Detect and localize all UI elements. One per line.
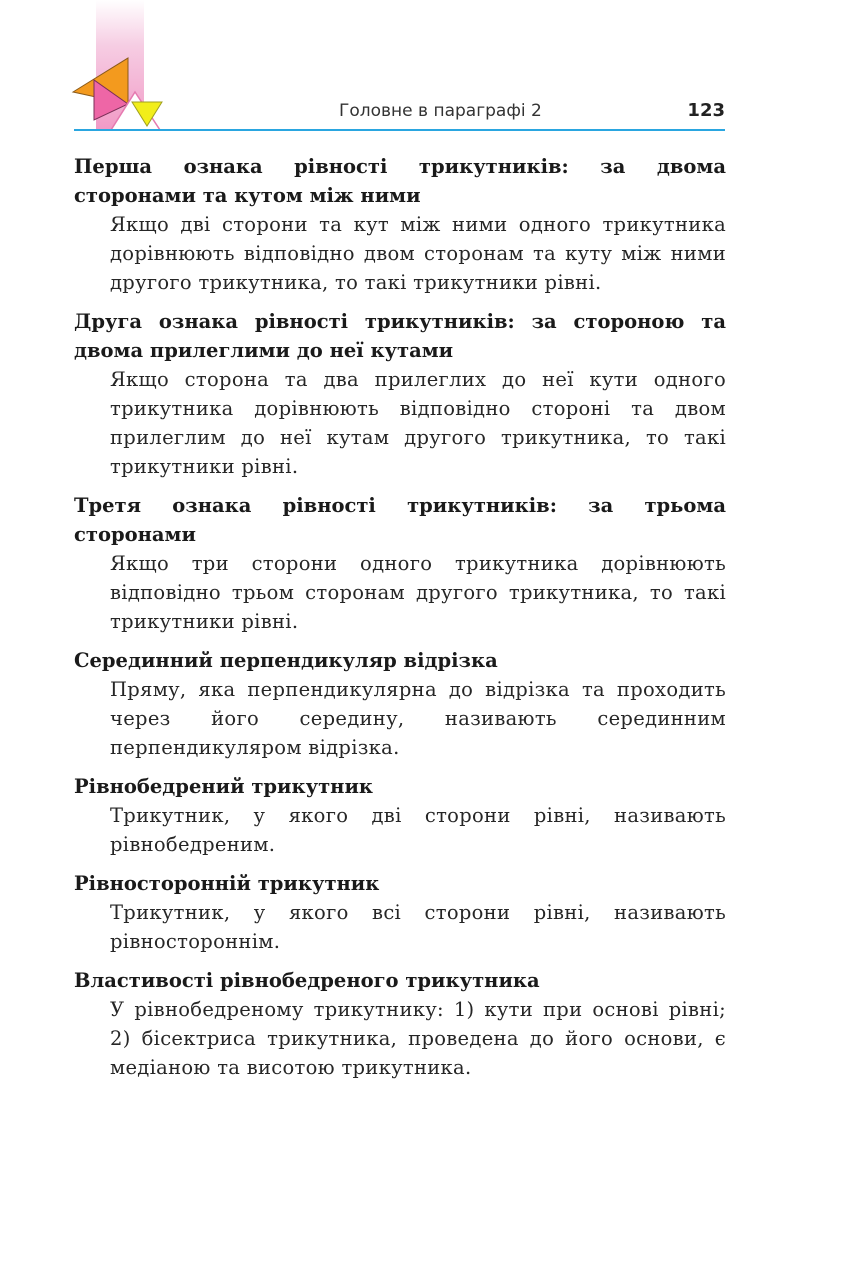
section-heading: Серединний перпендикуляр відрізка xyxy=(74,649,498,672)
section-heading: Рівнобедрений трикутник xyxy=(74,775,373,798)
section-equilateral-triangle xyxy=(74,869,726,956)
section-heading: Властивості рівнобедреного трикутника xyxy=(74,969,540,992)
section-isosceles-properties xyxy=(74,966,726,1082)
section-body: Якщо дві сторони та кут між ними одного трикутника дорівнюють відповідно двом сторонам та куту між ними другого трикутника, то такі трикутники рівні. xyxy=(110,213,726,294)
section-body: Якщо три сторони одного трикутника дорівнюють відповідно трьом сторонам другого трикутника, то такі трикутники рівні. xyxy=(110,552,726,633)
section-heading: Третя ознака рівності трикутників: за трьома сторонами xyxy=(74,494,726,546)
section-isosceles-triangle xyxy=(74,772,726,859)
section-second-congruence-criterion xyxy=(74,307,726,481)
section-body: Трикутник, у якого всі сторони рівні, називають рівностороннім. xyxy=(110,901,726,953)
triangles-logo-icon xyxy=(70,54,170,136)
section-body: Якщо сторона та два прилеглих до неї кути одного трикутника дорівнюють відповідно стороні та двом прилеглим до неї кутам другого трикутника, то такі трикутники рівні. xyxy=(110,368,726,478)
section-heading: Перша ознака рівності трикутників: за двома сторонами та кутом між ними xyxy=(74,155,726,207)
page-number: 123 xyxy=(687,100,725,121)
section-body: Трикутник, у якого дві сторони рівні, називають рівнобедреним. xyxy=(110,804,726,856)
section-heading: Друга ознака рівності трикутників: за стороною та двома прилеглими до неї кутами xyxy=(74,310,726,362)
header-divider xyxy=(74,129,725,131)
section-third-congruence-criterion xyxy=(74,491,726,636)
section-perpendicular-bisector xyxy=(74,646,726,762)
section-body: У рівнобедреному трикутнику: 1) кути при основі рівні; 2) бісектриса трикутника, проведена до його основи, є медіаною та висотою трикутника. xyxy=(110,998,726,1079)
section-body: Пряму, яка перпендикулярна до відрізка та проходить через його середину, називають серединним перпендикуляром відрізка. xyxy=(110,678,726,759)
running-header-title: Головне в параграфі 2 xyxy=(339,101,542,121)
section-first-congruence-criterion xyxy=(74,152,726,297)
page-content xyxy=(74,152,726,1092)
section-heading: Рівносторонній трикутник xyxy=(74,872,380,895)
